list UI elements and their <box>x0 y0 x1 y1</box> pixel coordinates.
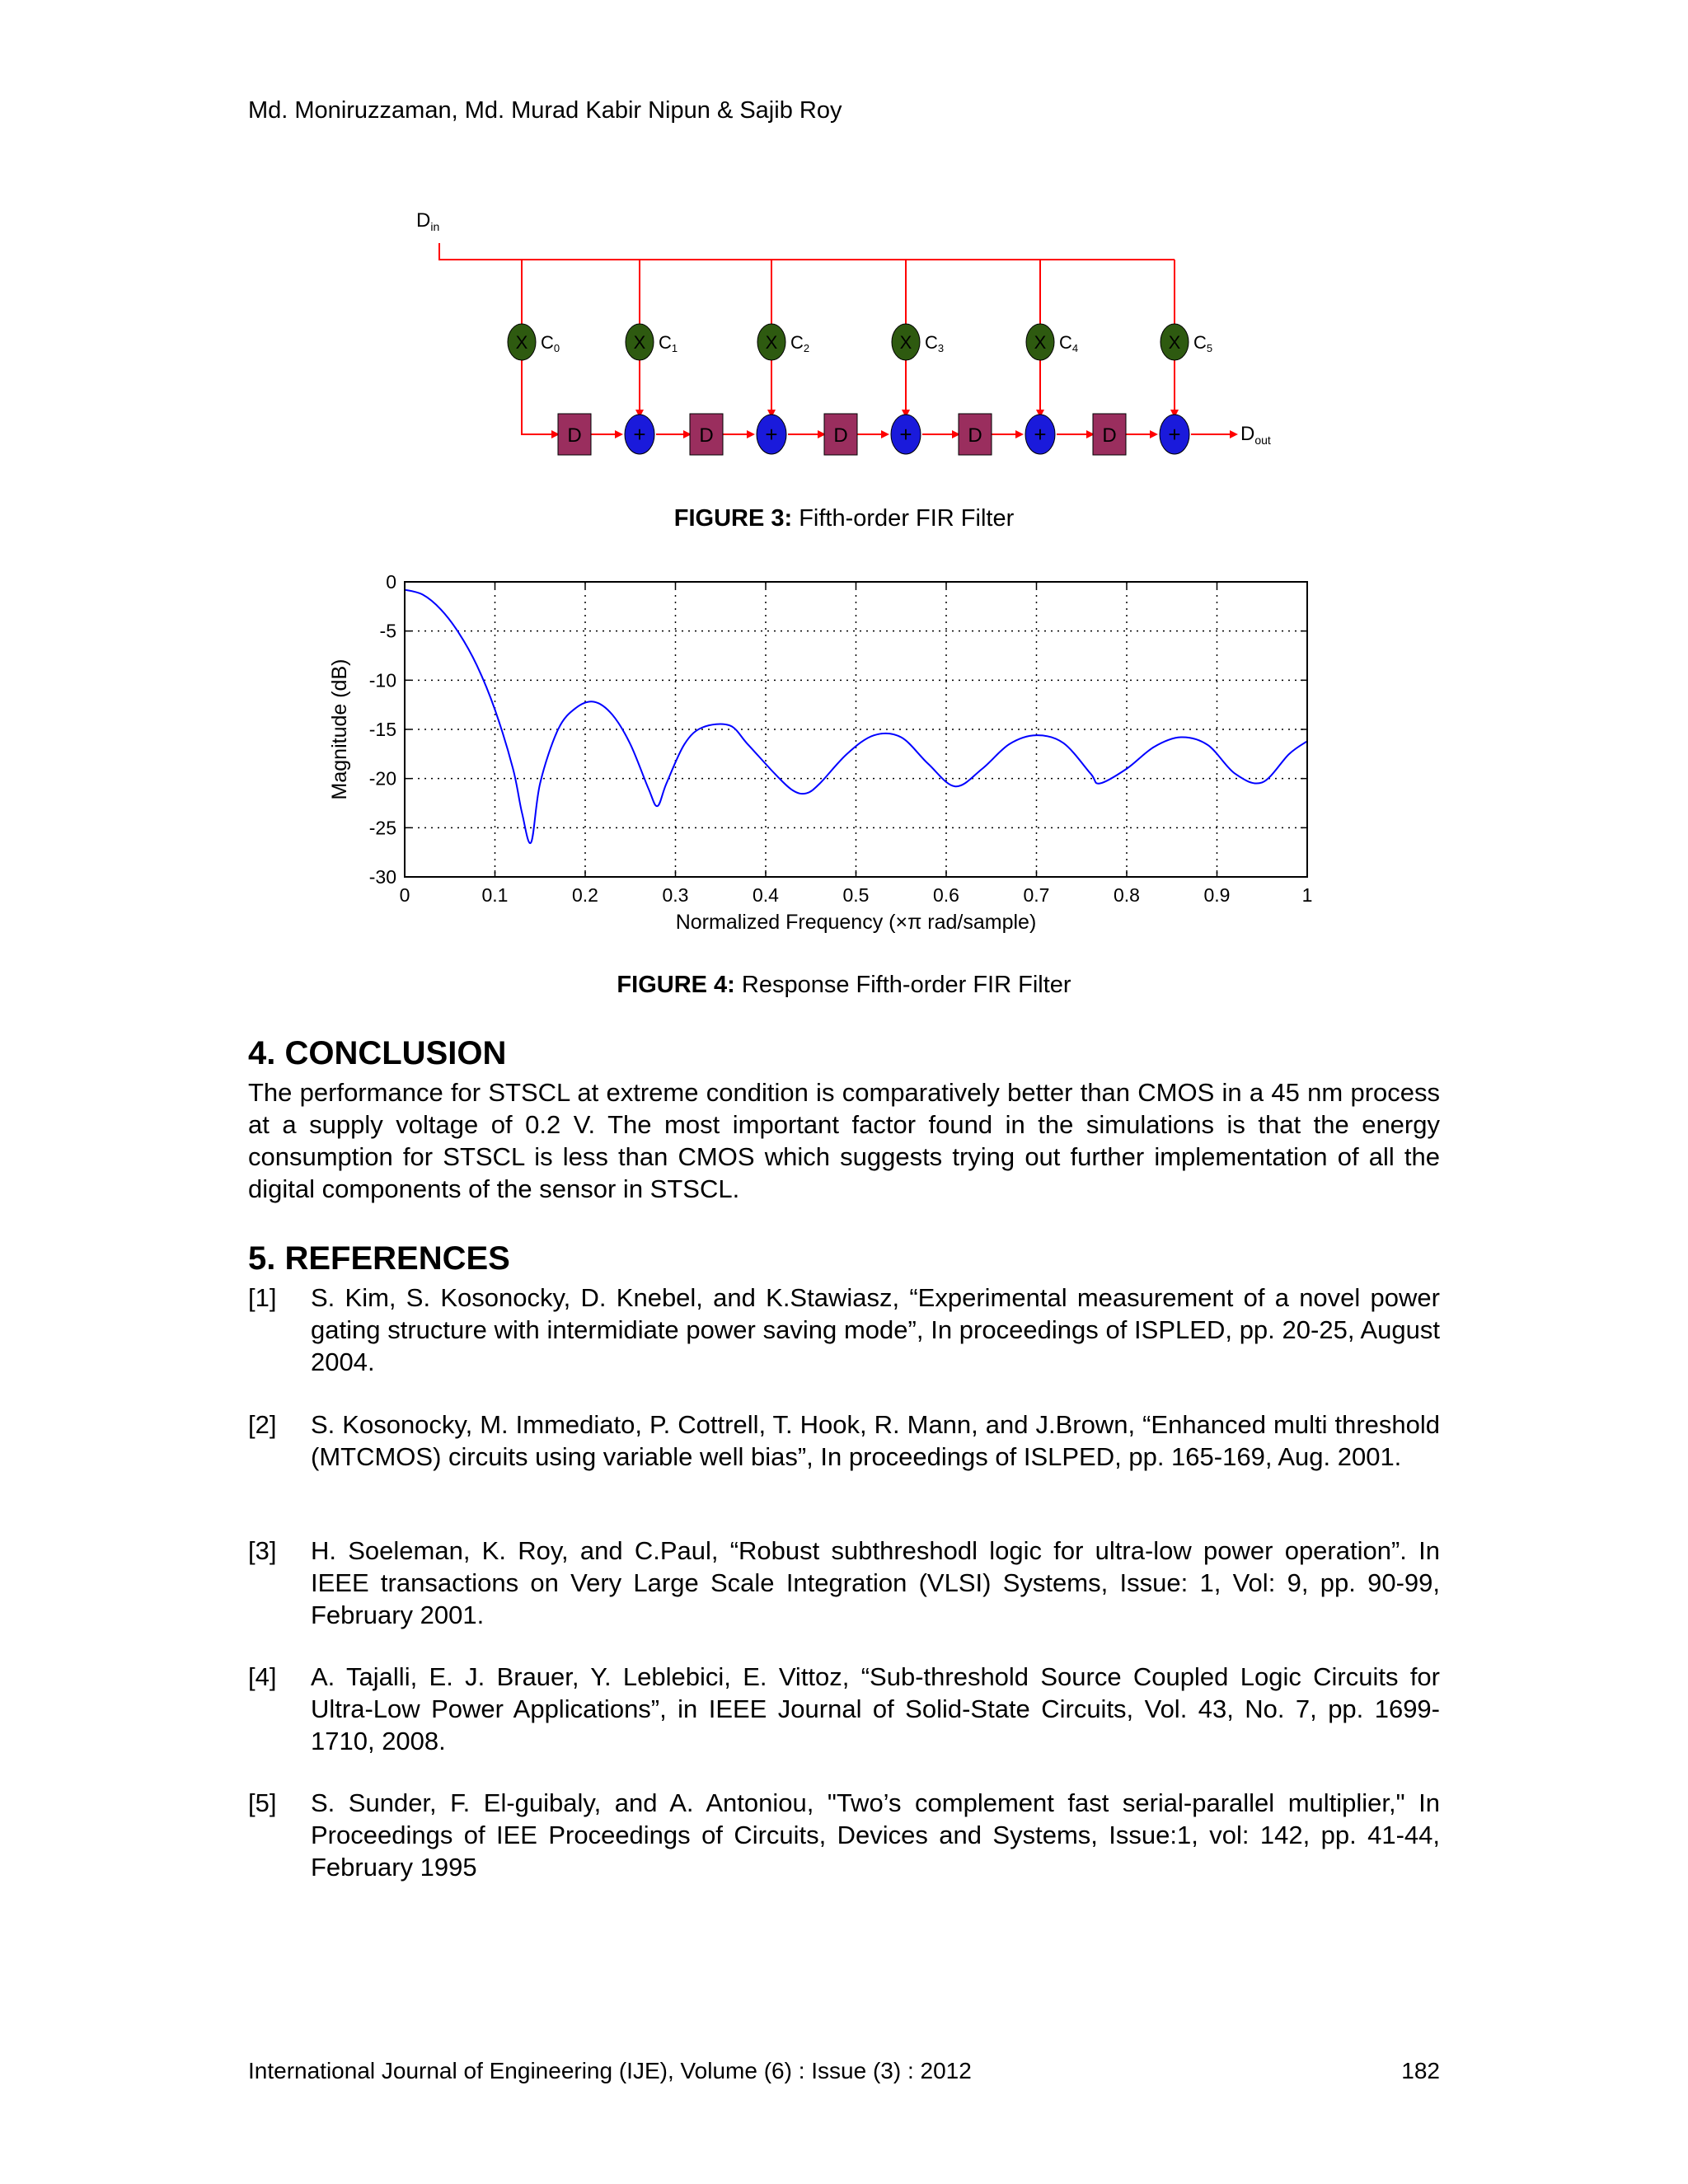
reference-text: A. Tajalli, E. J. Brauer, Y. Leblebici, E. Vittoz, “Sub-threshold Source Coupled Logic Circuits for Ultra-Low Power Applications”, in IEEE Journal of Solid-State Circuits, Vol. 43, No. 7, pp. 1699-1710, 2008. <box>311 1662 1440 1755</box>
svg-text:X: X <box>1168 332 1181 353</box>
output-label: $D_{out}$ <box>1240 423 1271 447</box>
reference-number: [1] <box>248 1283 277 1312</box>
coefficient-label: C3 <box>925 332 945 354</box>
multiplier-node <box>626 324 654 360</box>
journal-footer: International Journal of Engineering (IJE), Volume (6) : Issue (3) : 2012 <box>248 2058 972 2083</box>
svg-text:D: D <box>699 424 714 447</box>
chart-grid <box>405 582 1307 877</box>
svg-text:X: X <box>633 332 646 353</box>
fir-filter-diagram <box>396 202 1286 466</box>
multiplier-node <box>508 324 536 360</box>
svg-text:X: X <box>515 332 528 353</box>
y-tick-label: -30 <box>368 866 396 888</box>
delay-block <box>558 414 591 455</box>
adder-node <box>891 415 921 454</box>
reference-item <box>248 1787 1440 1883</box>
multiplier-node <box>757 324 785 360</box>
svg-text:D: D <box>1102 424 1117 447</box>
svg-text:+: + <box>633 422 646 447</box>
delay-block <box>690 414 723 455</box>
x-tick-label: 0.1 <box>481 884 509 906</box>
svg-text:D: D <box>968 424 982 447</box>
reference-text: H. Soeleman, K. Roy, and C.Paul, “Robust subthreshodl logic for ultra-low power operation”. In IEEE transactions on Very Large Scale Integration (VLSI) Systems, Issue: 1, Vol: 9, pp. 90-99, February 2001. <box>311 1536 1440 1629</box>
input-label: $D_{in}$ <box>416 209 440 233</box>
conclusion-paragraph: The performance for STSCL at extreme condition is comparatively better than CMOS in a 45 nm process at a supply voltage of 0.2 V. The most important factor found in the simulations is that the energy consumption for STSCL is less than CMOS which suggests trying out further implementation of all the digital components of the sensor in STSCL. <box>248 1078 1440 1203</box>
y-tick-label: -15 <box>368 719 396 740</box>
x-tick-label: 0.8 <box>1114 884 1140 906</box>
reference-text: S. Sunder, F. El-guibaly, and A. Antoniou, "Two’s complement fast serial-parallel multiplier," In Proceedings of IEE Proceedings of Circuits, Devices and Systems, Issue:1, vol: 142, pp. 41-44, February 1995 <box>311 1788 1440 1882</box>
adder-node <box>625 415 654 454</box>
y-tick-label: 0 <box>386 571 396 593</box>
x-tick-label: 0.2 <box>572 884 598 906</box>
x-tick-label: 1 <box>1301 884 1313 906</box>
references-heading: 5. REFERENCES <box>248 1240 510 1277</box>
response-curve <box>405 590 1307 844</box>
svg-text:D: D <box>833 424 848 447</box>
svg-text:+: + <box>899 422 912 447</box>
svg-text:D: D <box>567 424 582 447</box>
coefficient-label: C0 <box>541 332 560 354</box>
x-tick-label: 0.4 <box>753 884 779 906</box>
diagram-wires <box>439 243 1236 434</box>
figure3-caption: FIGURE 3: Fifth-order FIR Filter <box>673 505 1015 532</box>
reference-item <box>248 1282 1440 1378</box>
coefficient-label: C4 <box>1059 332 1079 354</box>
input-bus <box>439 243 1175 260</box>
reference-number: [5] <box>248 1788 277 1817</box>
y-tick-label: -5 <box>379 620 396 642</box>
delay-block <box>824 414 857 455</box>
y-tick-label: -20 <box>368 767 396 790</box>
svg-text:+: + <box>1168 422 1181 447</box>
figure4-caption: FIGURE 4: Response Fifth-order FIR Filter <box>617 972 1071 998</box>
coefficient-label: C2 <box>790 332 810 354</box>
svg-text:X: X <box>765 332 778 353</box>
y-tick-label: -25 <box>368 817 396 839</box>
svg-text:+: + <box>1034 422 1047 447</box>
reference-number: [2] <box>248 1410 277 1439</box>
adder-node <box>757 415 786 454</box>
coefficient-label: C1 <box>659 332 678 354</box>
x-tick-label: 0.7 <box>1023 884 1050 906</box>
conclusion-heading: 4. CONCLUSION <box>248 1035 507 1071</box>
multiplier-node <box>1160 324 1189 360</box>
frequency-response-chart <box>313 569 1327 940</box>
x-axis-label: Normalized Frequency (×π rad/sample) <box>675 911 1037 934</box>
diagram-nodes <box>508 324 1212 455</box>
x-tick-label: 0.9 <box>1203 884 1231 906</box>
reference-item <box>248 1535 1440 1631</box>
y-tick-label: -10 <box>368 669 396 691</box>
reference-item <box>248 1408 1440 1473</box>
page-number: 182 <box>1401 2058 1440 2083</box>
adder-node <box>1160 415 1189 454</box>
multiplier-node <box>1026 324 1054 360</box>
reference-text: S. Kosonocky, M. Immediato, P. Cottrell, T. Hook, R. Mann, and J.Brown, “Enhanced multi threshold (MTCMOS) circuits using variable well bias”, In proceedings of ISLPED, pp. 165-169, Aug. 2001. <box>311 1410 1440 1471</box>
svg-text:+: + <box>765 422 778 447</box>
running-header: Md. Moniruzzaman, Md. Murad Kabir Nipun & Sajib Roy <box>248 97 842 124</box>
multiplier-node <box>892 324 920 360</box>
y-axis-label: Magnitude (dB) <box>328 658 351 800</box>
reference-item <box>248 1661 1440 1757</box>
tap-wire <box>522 359 558 434</box>
reference-text: S. Kim, S. Kosonocky, D. Knebel, and K.Stawiasz, “Experimental measurement of a novel power gating structure with intermidiate power saving mode”, In proceedings of ISPLED, pp. 20-25, August 2004. <box>311 1283 1440 1376</box>
coefficient-label: C5 <box>1193 332 1213 354</box>
svg-text:X: X <box>899 332 912 353</box>
adder-node <box>1025 415 1055 454</box>
reference-number: [4] <box>248 1662 277 1691</box>
x-tick-label: 0.6 <box>933 884 959 906</box>
delay-block <box>1093 414 1126 455</box>
reference-number: [3] <box>248 1536 277 1565</box>
x-tick-label: 0.3 <box>662 884 689 906</box>
x-tick-label: 0.5 <box>842 884 870 906</box>
x-tick-label: 0 <box>399 884 410 906</box>
svg-text:X: X <box>1034 332 1047 353</box>
delay-block <box>959 414 992 455</box>
